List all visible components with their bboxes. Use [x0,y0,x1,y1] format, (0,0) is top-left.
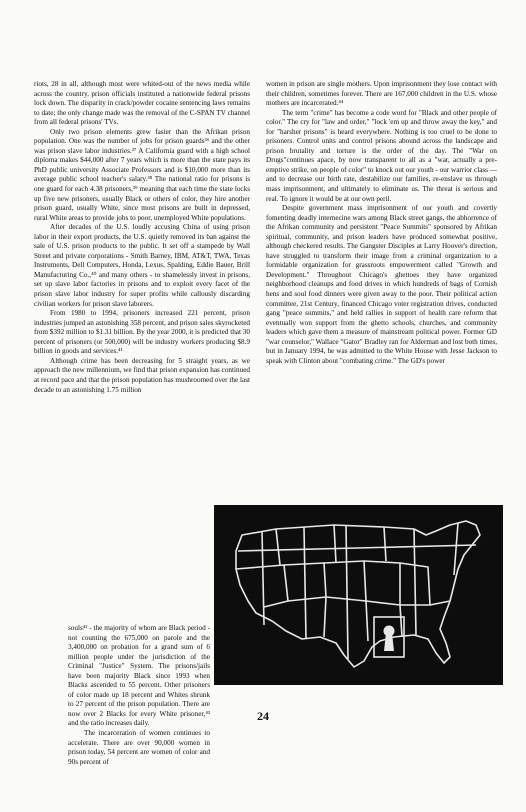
paragraph: From 1980 to 1994, prisoners increased 221 percent, prison industries jumped an astonishing 358 percent, and prison sales skyrocketed from $392 million to $1.31 billion. By the year 2000, it is predicted that 30 percent of prisoners (or 500,000) will be industry workers producing $8.9 billion in goods and services.⁴¹ [34,309,250,356]
state-border [366,601,368,641]
us-map-prison-bars-keyhole-icon [214,505,503,685]
page-number: 24 [257,709,269,723]
paragraph: souls⁴² - the majority of whom are Black period - not counting the 675,000 on parole and the 3,400,000 on probation for a grand sum of 6 million people under the jurisdiction of the Criminal "Justice" System. The prisons/jails have been majority Black since 1993 when Blacks ascended to 55 percent. Other prisoners of color made up 18 percent and Whites shrunk to 27 percent of the prison population. There are now over 2 Blacks for every White prisoner,⁴³ and the ratio increases daily. [68,624,210,728]
us-map-outline [236,521,480,667]
state-border [384,527,386,561]
state-border [364,561,400,605]
prison-bar [414,529,416,635]
state-border [400,605,402,637]
map-linework [236,521,480,667]
prison-bar [346,525,348,659]
prison-bar [238,545,476,551]
state-border [236,565,288,607]
paragraph: Despite government mass imprisonment of our youth and covertly fomenting deadly internecine wars among Black street gangs, the abhorrence of the Afrikan community and persistent "Peace Summits" sponsored by Afrikan spiritual, community, and prison leaders have produced somewhat positive, although checkered results. The Gangster Disciples at Larry Hoover's direction, have struggled to transform their image from a criminal organization to a formidable organization for grassroots empowerment called "Growth and Development." Throughout Chicago's ghettoes they have organized neighborhood cleanups and food drives in which hundreds of bags of Cornish hens and soul food dinners were given away to the poor. Their political action committee, 21st Century, financed Chicago voter registration drives, conducted gang "peace summits," and held rallies in support of health care reform that eventually won support from the ghetto schools, churches, and community leaders which gave them a measure of mainstream political power. Former GD "war counselor," Wallace "Gator" Bradley ran for Alderman and lost both times, but in January 1994, he was admitted to the White House with Jesse Jackson to speak with Clinton about "combating crime." The GD's power [266,204,497,365]
state-border [276,529,280,565]
prison-bars [238,523,476,659]
paragraph: The incarceration of women continues to accelerate. There are over 90,000 women in prison today, 54 percent are women of color and 90s percent of [68,729,210,766]
paragraph: riots, 28 in all, although most were whited-out of the news media while across the country, prison officials instituted a nationwide federal prisons lock down. The disparity in crack/powder cocaine sentencing laws remains to date; the only change made was the removal of the C-SPAN TV channel from all federal prisons' TVs. [34,80,250,127]
prison-bar [262,531,264,625]
left-text-column [34,80,250,395]
paragraph: After decades of the U.S. loudly accusing China of using prison labor in their export products, the U.S. quietly removed its ban against the sale of U.S. prison products to the public. It set off a stampede by Wall Street and private corporations - Smith Barney, IBM, AT&T, TWA, Texas Instruments, Dell Computers, Honda, Lexus, Spalding, Eddie Bauer, Brill Manufacturing Co.,⁴⁰ and many others - to shamelessly invest in prisons, set up slave labor factories in prisons and to exploit every facet of the prison slave labor industry for super profits while callously discarding civilian workers for prison slave laborers. [34,223,250,308]
paragraph: women in prison are single mothers. Upon imprisonment they lose contact with their children, sometimes forever. There are 167,000 children in the U.S. whose mothers are incarcerated.⁴⁴ [266,80,497,108]
prison-bar [304,527,306,639]
paragraph: Only two prison elements grew faster than the Afrikan prison population. One was the number of jobs for prison guards³⁶ and the other was prison slave labor industries.³⁷ A California guard with a high school diploma makes $44,000 after 7 years which is more than the state pays its PhD public university Associate Professors and is $10,000 more than its average public school teacher's salary.³⁸ The national ratio for prisons is one guard for each 4.38 prisoners,³⁹ meaning that each time the state locks up five new prisoners, usually Black or others of color, they hire another prison guard, usually White, since most prisons are built in depressed, rural White areas to provide jobs to poor, unemployed White populations. [34,127,250,222]
right-text-column [266,80,497,366]
prison-bar [454,523,458,575]
state-border [430,601,450,605]
us-map-prison-bars-figure [214,505,503,685]
paragraph: The term "crime" has become a code word for "Black and other people of color." The cry for "law and order," "lock 'em up and throw away the key," and for "harsher prisons" is heard everywhere. Nothing is too cruel to be done to prisoners. Control units and control prisons abound across the landscape and prison brutality and torture is the order of the day. The "War on Drugs"continues apace, by now transparent to all as a "war, actually a pre-emptive strike, on people of color" to knock out our youth - our warrior class — and to decrease our birth rate, destabilize our families, re-enslave us through mass imprisonment, and ultimately to eliminate us. The threat is serious and real. To ignore it would be at our own peril. [266,108,497,203]
state-border [334,525,336,563]
lower-left-text-column [68,624,210,767]
paragraph: Although crime has been decreasing for 5 straight years, as we approach the new millennium, we find that prison expansion has continued at record pace and that the prison population has mushroomed over the last decade to an astonishing 1.75 million [34,356,250,394]
state-border [324,597,326,637]
state-border [324,561,366,601]
